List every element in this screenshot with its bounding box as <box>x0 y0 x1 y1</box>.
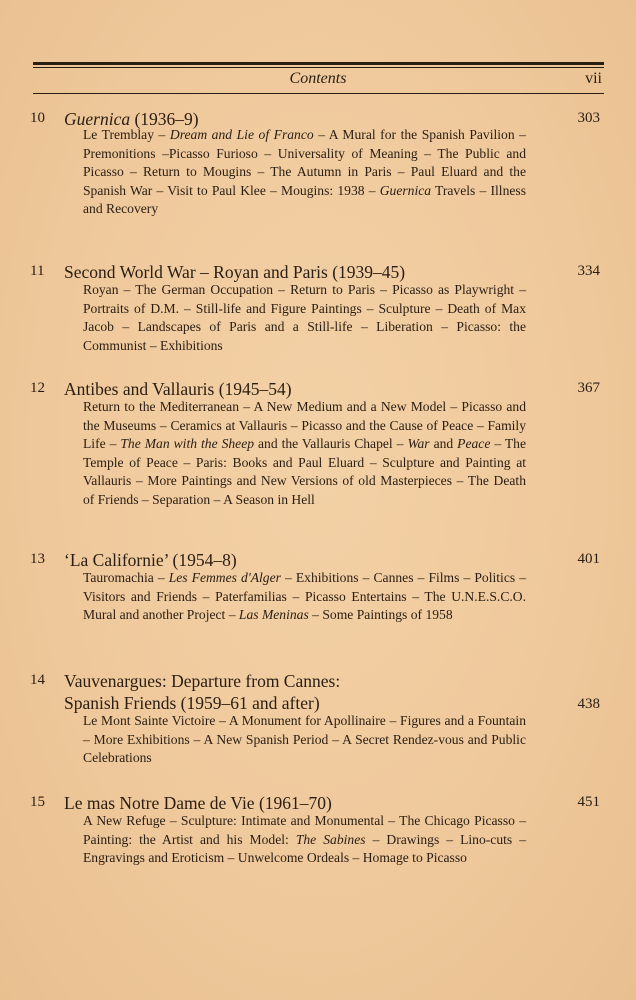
description-run: Tauromachia – <box>83 570 169 585</box>
chapter-description <box>83 281 526 355</box>
page-number: vii <box>585 70 602 87</box>
chapter-page: 438 <box>577 696 600 712</box>
description-run: A New Refuge – Sculpture: Intimate and Monumental – The Chicago Picasso – Painting: the Artist and his Model: <box>83 813 526 847</box>
chapter-number: 12 <box>30 380 45 396</box>
description-run: – Drawings – Lino-cuts – Engravings and Eroticism – Unwelcome Ordeals – Homage to Picasso <box>83 831 527 865</box>
description-italic-run: The Sabines <box>295 831 366 847</box>
chapter-page: 367 <box>577 380 600 396</box>
chapter-title-italic: Guernica <box>64 109 131 129</box>
description-italic-run: Peace <box>457 436 491 451</box>
chapter-page: 334 <box>577 263 600 279</box>
description-run: Travels – Illness and Recovery <box>83 182 526 216</box>
description-run: – Exhibitions – Cannes – Films – Politics – Visitors and Friends – Paterfamilias – Picasso Entertains – The U.N.E.S.C.O. Mural and another Project – <box>83 570 527 622</box>
chapter-number: 11 <box>30 263 45 279</box>
description-italic-run: War <box>407 436 430 451</box>
chapter-title: Le mas Notre Dame de Vie (1961–70) <box>64 793 332 813</box>
chapter-number: 13 <box>30 551 45 567</box>
chapter-page: 401 <box>577 551 600 567</box>
chapter-page: 451 <box>577 794 600 810</box>
description-run: Le Mont Sainte Victoire – A Monument for Apollinaire – Figures and a Fountain – More Exhibitions – A New Spanish Period – A Secret Rendez-vous and Public Celebrations <box>83 713 526 765</box>
description-run: and the Vallauris Chapel – <box>254 436 408 451</box>
page-title: Contents <box>289 70 347 87</box>
description-run: and <box>429 436 458 451</box>
description-italic-run: Guernica <box>379 182 432 198</box>
description-italic-run: Les Femmes d'Alger <box>168 570 281 585</box>
chapter-title-rest: (1936–9) <box>130 109 199 129</box>
description-run: Return to the Mediterranean – A New Medium and a New Model – Picasso and the Museums – Ceramics at Vallauris – Picasso and the Cause of Peace – Family Life – <box>83 399 526 451</box>
description-italic-run: Las Meninas <box>238 607 309 622</box>
description-run: Le Tremblay – <box>83 127 170 142</box>
chapter-description <box>83 712 526 768</box>
chapter-number: 14 <box>30 672 45 688</box>
description-run: – The Temple of Peace – Paris: Books and Paul Eluard – Sculpture and Painting at Vallauris – More Paintings and New Versions of old Masterpieces – The Death of Friends – Separation – A Season in Hell <box>83 436 526 507</box>
chapter-description <box>83 126 526 219</box>
header-rule-bottom <box>33 93 604 94</box>
chapter-title: Second World War – Royan and Paris (1939–45) <box>64 262 406 282</box>
header-rule-thick <box>33 62 604 65</box>
chapter-title-line2: Spanish Friends (1959–61 and after) <box>64 693 320 713</box>
chapter-page: 303 <box>577 110 600 126</box>
chapter-description <box>83 569 526 625</box>
chapter-description <box>83 398 526 509</box>
chapter-title-line1: Vauvenargues: Departure from Cannes: <box>64 671 341 691</box>
header-rule-thin <box>33 67 604 68</box>
chapter-number: 10 <box>30 110 45 126</box>
chapter-title: ‘La Californie’ (1954–8) <box>64 550 237 570</box>
chapter-number: 15 <box>30 794 45 810</box>
description-italic-run: Dream and Lie of Franco <box>169 127 314 142</box>
description-run: – A Mural for the Spanish Pavilion – Premonitions –Picasso Furioso – Universality of Meaning – The Public and Picasso – Return to Mougins – The Autumn in Paris – Paul Eluard and the Spanish War – Visit to Paul Klee – Mougins: 1938 – <box>83 127 526 198</box>
description-run: Royan – The German Occupation – Return to Paris – Picasso as Playwright – Portraits of D.M. – Still-life and Figure Paintings – Sculpture – Death of Max Jacob – Landscapes of Paris and a Still-life – Liberation – Picasso: the Communist – Exhibitions <box>83 282 526 353</box>
description-run: – Some Paintings of 1958 <box>308 607 453 622</box>
chapter-description <box>83 812 526 868</box>
chapter-title: Antibes and Vallauris (1945–54) <box>64 379 292 399</box>
description-italic-run: The Man with the Sheep <box>120 436 255 451</box>
